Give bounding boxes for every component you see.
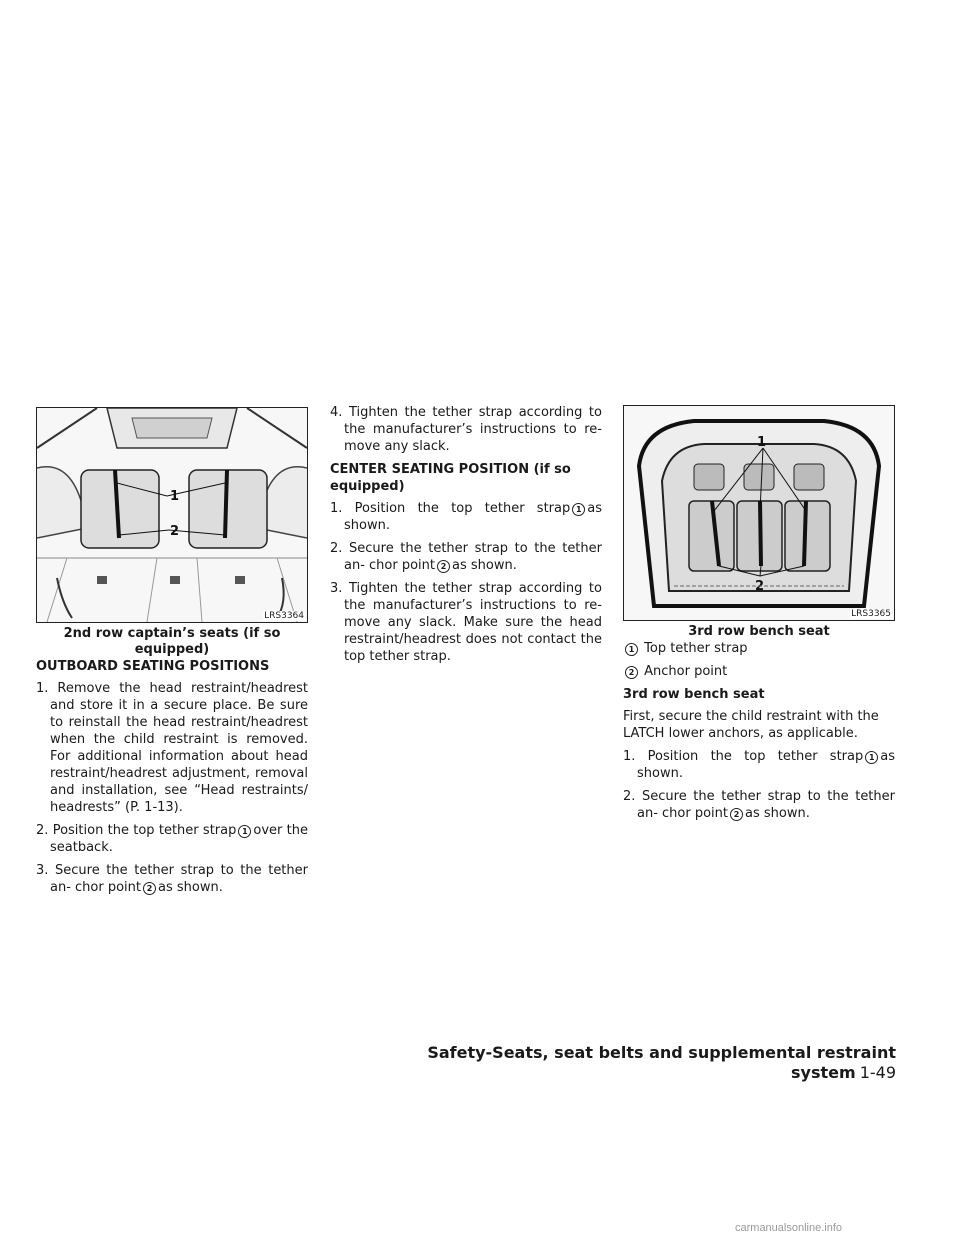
step-text: as shown. [158, 880, 223, 895]
step-text: 3. Secure the tether strap to the tether an- chor point [36, 863, 308, 895]
marker-2: 2 [730, 808, 743, 821]
marker-1: 1 [625, 643, 638, 656]
marker-2: 2 [625, 666, 638, 679]
legend-label: Anchor point [644, 664, 728, 679]
step-4-tighten-strap: 4. Tighten the tether strap according to the manufacturer’s instructions to re- move any slack. [330, 405, 602, 454]
column-right [623, 405, 895, 828]
step-1-remove-head-restraint: 1. Remove the head restraint/headrest and store it in a secure place. Be sure to reinstall the head restraint/headrest when the child restraint is removed. For additional information about head restraint/headrest adjustment, removal and installation, see “Head restraints/ headrests” (P. 1-13). [36, 681, 308, 815]
step-text: as shown. [745, 806, 810, 821]
marker-2: 2 [143, 882, 156, 895]
watermark: carmanualsonline.info [735, 1222, 843, 1234]
page-footer [426, 1043, 896, 1083]
figure-right-callout-1: 1 [757, 435, 767, 450]
figure-code: LRS3365 [851, 609, 891, 619]
section-heading-outboard: OUTBOARD SEATING POSITIONS [36, 659, 270, 674]
figure-caption: 3rd row bench seat [688, 624, 830, 639]
figure-left-callout-1: 1 [170, 489, 180, 504]
section-title: Safety-Seats, seat belts and supplemental restraint system [427, 1043, 896, 1082]
figure-caption: 2nd row captain’s seats (if so equipped) [63, 626, 281, 657]
step-text: as shown. [452, 558, 517, 573]
legend-top-tether-strap [623, 640, 895, 657]
illustration-2nd-row-seats [37, 408, 307, 622]
step-text: 1. Position the top tether strap [330, 501, 571, 516]
marker-1: 1 [572, 503, 585, 516]
legend-label: Top tether strap [644, 641, 748, 656]
figure-2nd-row-captain-seats [36, 407, 308, 623]
step-2-secure-strap [330, 540, 602, 574]
section-heading-center: CENTER SEATING POSITION (if so equipped) [330, 462, 571, 494]
step-2-secure-strap [623, 788, 895, 822]
step-text: 2. Secure the tether strap to the tether an- chor point [623, 789, 895, 821]
figure-3rd-row-bench-seat [623, 405, 895, 621]
section-heading-3rd-row: 3rd row bench seat [623, 687, 765, 702]
page-number: 1-49 [859, 1063, 896, 1082]
marker-2: 2 [437, 560, 450, 573]
column-middle [330, 404, 602, 671]
step-text: over the seatback. [50, 823, 308, 855]
figure-left-callout-2: 2 [170, 524, 180, 539]
step-text: as shown. [637, 749, 895, 781]
step-1-position-strap [330, 500, 602, 534]
step-text: 2. Position the top tether strap [36, 823, 237, 838]
step-text: 2. Secure the tether strap to the tether an- chor point [330, 541, 602, 573]
figure-code: LRS3364 [264, 611, 304, 621]
marker-1: 1 [238, 825, 251, 838]
legend-anchor-point [623, 663, 895, 680]
step-3-tighten-strap: 3. Tighten the tether strap according to the manufacturer’s instructions to re- move any slack. Make sure the head restraint/headrest does not contact the top tether strap. [330, 581, 602, 664]
illustration-3rd-row-bench [624, 406, 894, 620]
step-text: 1. Position the top tether strap [623, 749, 864, 764]
intro-paragraph: First, secure the child restraint with the LATCH lower anchors, as applicable. [623, 709, 879, 741]
step-1-position-strap [623, 748, 895, 782]
step-2-position-strap [36, 822, 308, 856]
step-3-secure-strap [36, 862, 308, 896]
marker-1: 1 [865, 751, 878, 764]
figure-right-callout-2: 2 [755, 579, 765, 594]
step-text: as shown. [344, 501, 602, 533]
column-left [36, 407, 308, 902]
